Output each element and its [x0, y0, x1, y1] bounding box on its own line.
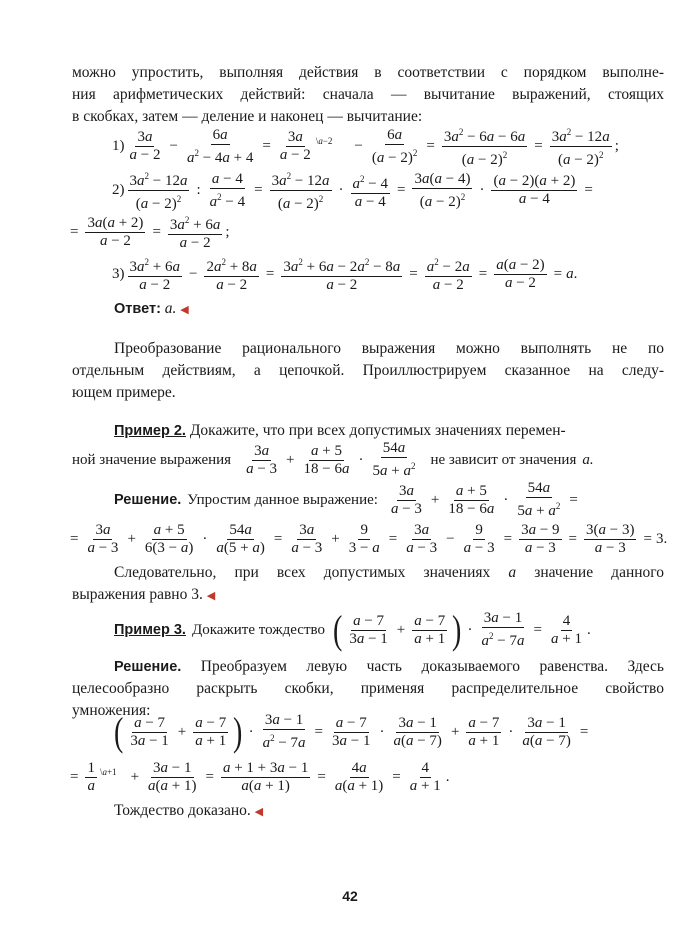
example-2-var: a. [582, 451, 594, 468]
example-2-text: ной значение выражения [72, 451, 232, 468]
example-3-solution-line-2: целесообразно раскрыть скобки, применяя распределительное свойство [72, 680, 664, 697]
answer-value: a. [164, 300, 177, 317]
answer-line [114, 298, 700, 321]
example-3-text-1: Преобразуем левую часть доказываемого равенства. Здесь [200, 658, 664, 675]
end-marker-icon: ◀ [254, 806, 264, 818]
step-2-formula: 2) $3a^2 - 12a$ $(a - 2)^2$ : $\frac{a - 4}{a^2 - 4}$ = $\frac{3a^2 - 12a}{(a - 2)^2}$ · $\frac{a^2 - 4}{a - 4}$ = $\frac{3a(a - 4)}{(a - 2)^2}$ · $\frac{(a - 2)(a + 2)}{a - 4}$ = [112, 168, 597, 213]
example-3-solution-label: Решение. [114, 659, 182, 675]
example-3-chain-2: = $\frac{1}{a}$ \a+1 + $\frac{3a - 1}{a(a + 1)}$ = $\frac{a + 1 + 3a - 1}{a(a + 1)}$ = $\frac{4a}{a(a + 1)}$ = $\frac{4}{a + 1}$ . [70, 760, 450, 794]
example-3-proved-line [114, 800, 700, 823]
end-marker-icon: ◀ [206, 590, 216, 602]
para-line-3: ющем примере. [72, 384, 176, 401]
step-3-label: 3) [112, 265, 125, 282]
example-2-conclusion-2 [72, 584, 664, 607]
example-2-text-end: не зависит от значения [430, 451, 577, 468]
example-2-solution-text: Упростим данное выражение: [187, 491, 378, 508]
example-3-solution-line-3: умножения: [72, 702, 151, 719]
step-3-formula: 3) $3a^2 + 6a$ a − 2 − $\frac{2a^2 + 8a}{a - 2}$ = $\frac{3a^2 + 6a - 2a^2 - 8a}{a - 2}$ = $\frac{a^2 - 2a}{a - 2}$ = $\frac{a(a - 2)}{a - 2}$ = a. [112, 254, 577, 294]
intro-line-2: ния арифметических действий: сначала — вычитание выражений, стоящих [72, 86, 664, 103]
intro-line-1: можно упростить, выполняя действия в соответствии с порядком выполне- [72, 64, 664, 81]
example-2-solution-label: Решение. [114, 492, 182, 508]
example-2-label: Пример 2. [114, 423, 186, 439]
conclusion-text-end: значение данного [534, 564, 665, 581]
intro-line-3: в скобках, затем — деление и наконец — вычитание: [72, 108, 423, 125]
conclusion-text: Следовательно, при всех допустимых значениях [114, 564, 491, 581]
answer-label: Ответ: [114, 301, 161, 317]
step-1-formula: 1) 3a a − 2 − $\frac{6a}{a^2 - 4a + 4}$ = $\frac{3a}{a - 2}$ \a−2 − $\frac{6a}{(a - 2)^2}$ = $\frac{3a^2 - 6a - 6a}{(a - 2)^2}$ = $\frac{3a^2 - 12a}{(a - 2)^2}$ ; [112, 124, 619, 169]
step-2-label: 2) [112, 182, 125, 198]
conclusion-var: a [508, 564, 517, 581]
step-2-continued: = $\frac{3a(a + 2)}{a - 2}$ = $\frac{3a^2 + 6a}{a - 2}$ ; [70, 212, 230, 252]
para-line-1: Преобразование рационального выражения можно выполнять не по [114, 340, 664, 357]
end-marker-icon: ◀ [180, 304, 189, 316]
example-2-line-2: ной значение выражения 3a a − 3 + $\frac{a + 5}{18 - 6a}$ · 54a $5a + a^2$ не зависит от значения a. [72, 440, 594, 479]
example-2-line-1 [72, 420, 664, 442]
example-3-solution-line-1 [72, 656, 664, 678]
example-3-label: Пример 3. [114, 622, 186, 638]
page-number: 42 [342, 888, 358, 904]
example-3-task-line: Пример 3. Докажите тождество ( a − 7 3a − 1 + $\frac{a - 7}{a + 1}$ ) · $\frac{3a - 1}{a^2 - 7a}$ = $\frac{4}{a + 1}$ . [114, 607, 591, 652]
example-3-proved: Тождество доказано. [114, 802, 251, 819]
example-2-chain: = $\frac{3a}{a - 3}$ + $\frac{a + 5}{6(3 - a)}$ · $\frac{54a}{a(5 + a)}$ = $\frac{3a}{a - 3}$ + $\frac{9}{3 - a}$ = $\frac{3a}{a - 3}$ − $\frac{9}{a - 3}$ = $\frac{3a - 9}{a - 3}$ = $\frac{3(a - 3)}{a - 3}$ = 3. [70, 522, 668, 556]
conclusion-line-2: выражения равно 3. [72, 586, 203, 603]
step-1-label: 1) [112, 138, 125, 154]
example-2-conclusion-1 [72, 562, 664, 584]
example-2-solution-line: Решение. Упростим данное выражение: 3a a − 3 + $\frac{a + 5}{18 - 6a}$ · $\frac{54a}{5a + a^2}$ = [114, 480, 578, 519]
para-line-2: отдельным действиям, а цепочкой. Проиллюстрируем сказанное на следу- [72, 362, 664, 379]
example-3-chain-1: ( a − 7 3a − 1 + $\frac{a - 7}{a + 1}$ ) · $\frac{3a - 1}{a^2 - 7a}$ = $\frac{a - 7}{3a - 1}$ · 3a − 1 a(a − 7) + $\frac{a - 7}{a + 1}$ · $\frac{3a - 1}{a(a - 7)}$ = [113, 709, 589, 754]
example-3-task: Докажите тождество [191, 621, 325, 638]
example-2-task: Докажите, что при всех допустимых значениях перемен- [189, 422, 566, 439]
